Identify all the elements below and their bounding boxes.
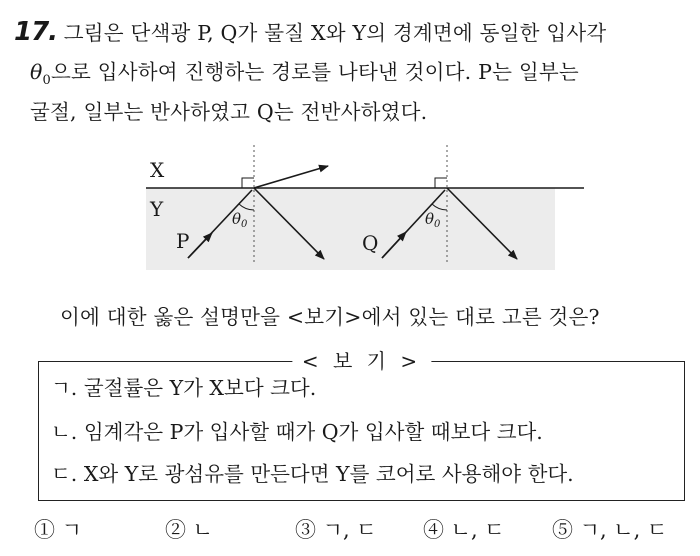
- theta-label-p: $\theta_0$: [232, 210, 248, 230]
- question-text-1: 그림은 단색광 P, Q가 물질 X와 Y의 경계면에 동일한 입사각: [63, 21, 607, 45]
- choice-4[interactable]: ④ ㄴ, ㄷ: [423, 518, 505, 542]
- right-angle-mark-q: [435, 178, 447, 188]
- label-x: X: [150, 158, 165, 182]
- ray-p-refracted: [254, 166, 328, 188]
- bogi-box: [38, 349, 685, 501]
- bogi-title: < 보 기 >: [292, 348, 431, 374]
- question-text-2: 으로 입사하여 진행하는 경로를 나타낸 것이다. P는 일부는: [51, 60, 579, 84]
- bogi-item-2: ㄴ. 임계각은 P가 입사할 때가 Q가 입사할 때보다 크다.: [51, 420, 543, 444]
- choice-3[interactable]: ③ ㄱ, ㄷ: [295, 518, 377, 542]
- label-q: Q: [362, 231, 379, 255]
- choice-5[interactable]: ⑤ ㄱ, ㄴ, ㄷ: [552, 518, 668, 542]
- theta-symbol: $\theta_0$: [30, 60, 52, 89]
- bogi-item-3: ㄷ. X와 Y로 광섬유를 만든다면 Y를 코어로 사용해야 한다.: [51, 462, 574, 486]
- choice-2[interactable]: ② ㄴ: [165, 518, 213, 542]
- medium-y-region: [146, 188, 555, 270]
- question-number: 17.: [14, 17, 58, 47]
- label-p: P: [176, 229, 190, 253]
- right-angle-mark-p: [242, 178, 254, 188]
- bogi-item-1: ㄱ. 굴절률은 Y가 X보다 크다.: [51, 376, 317, 400]
- theta-label-q: $\theta_0$: [425, 210, 441, 230]
- label-y: Y: [150, 197, 164, 221]
- question-text-3: 굴절, 일부는 반사하였고 Q는 전반사하였다.: [30, 100, 428, 124]
- question-prompt: 이에 대한 옳은 설명만을 <보기>에서 있는 대로 고른 것은?: [60, 305, 600, 329]
- choice-1[interactable]: ① ㄱ: [34, 518, 82, 542]
